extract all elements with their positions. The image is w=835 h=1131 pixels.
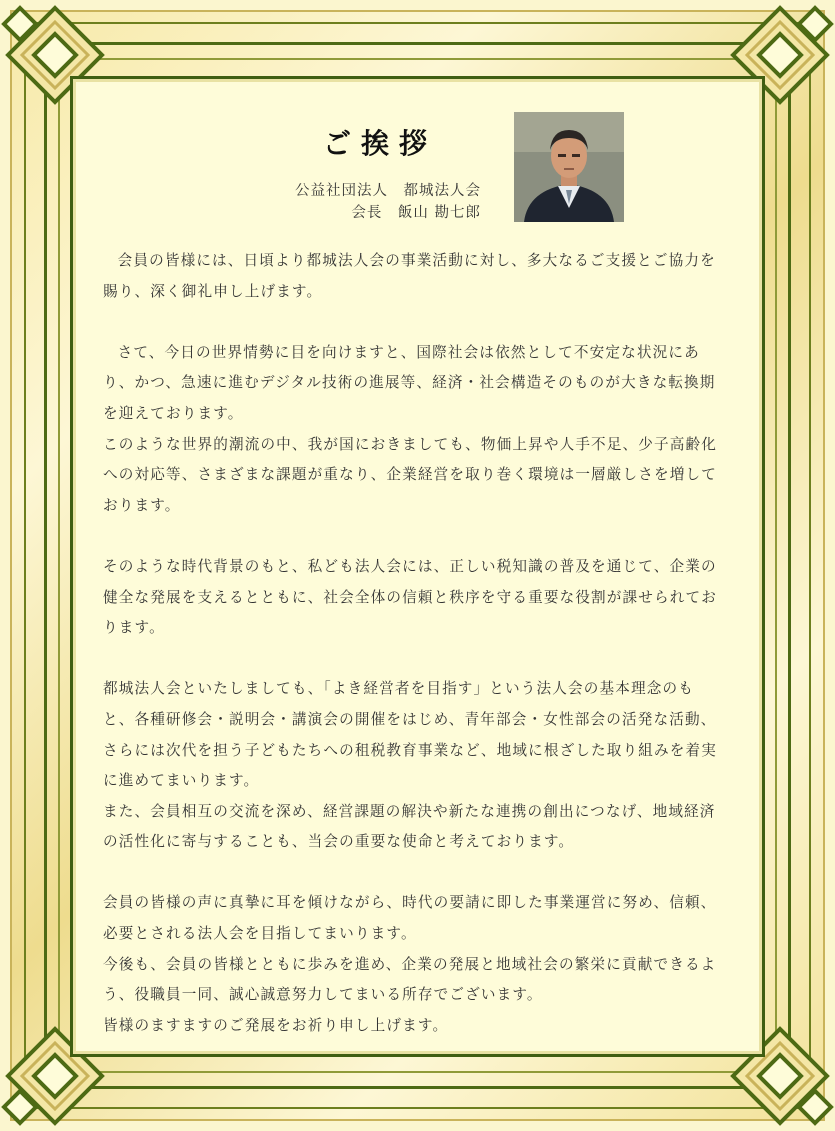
organization-name: 公益社団法人 都城法人会 [295,183,481,199]
greeting-body [103,246,723,1041]
signer-name: 会長 飯山 勘七郎 [351,205,481,221]
paragraph: さて、今日の世界情勢に目を向けますと、国際社会は依然として不安定な状況にあり、かつ、急速に進むデジタル技術の進展等、経済・社会構造そのものが大きな転換期を迎えております。 [103,343,716,422]
page-title: ご挨拶 [322,127,437,160]
paragraph: 会員の皆様には、日頃より都城法人会の事業活動に対し、多大なるご支援とご協力を賜り、深く御礼申し上げます。 [103,252,716,300]
signature-block [295,180,481,224]
paragraph: 今後も、会員の皆様とともに歩みを進め、企業の発展と地域社会の繁栄に貢献できるよう、役職員一同、誠心誠意努力してまいる所存でございます。 [103,955,717,1004]
paragraph: また、会員相互の交流を深め、経営課題の解決や新たな連携の創出につなげ、地域経済の活性化に寄与することも、当会の重要な使命と考えております。 [103,802,716,851]
paragraph: そのような時代背景のもと、私ども法人会には、正しい税知識の普及を通じて、企業の健全な発展を支えるとともに、社会全体の信頼と秩序を守る重要な役割が課せられております。 [103,557,718,637]
president-portrait [514,112,624,222]
paragraph: このような世界的潮流の中、我が国におきましても、物価上昇や人手不足、少子高齢化への対応等、さまざまな課題が重なり、企業経営を取り巻く環境は一層厳しさを増しております。 [103,435,718,514]
paragraph: 皆様のますますのご発展をお祈り申し上げます。 [103,1016,449,1034]
paragraph: 都城法人会といたしましても、「よき経営者を目指す」という法人会の基本理念のもと、各種研修会・説明会・講演会の開催をはじめ、青年部会・女性部会の活発な活動、さらには次代を担う子どもたちへの租税教育事業など、地域に根ざした取り組みを着実に進めてまいります。 [103,680,718,790]
paragraph: 会員の皆様の声に真摯に耳を傾けながら、時代の要請に即した事業運営に努め、信頼、必要とされる法人会を目指してまいります。 [103,894,717,943]
